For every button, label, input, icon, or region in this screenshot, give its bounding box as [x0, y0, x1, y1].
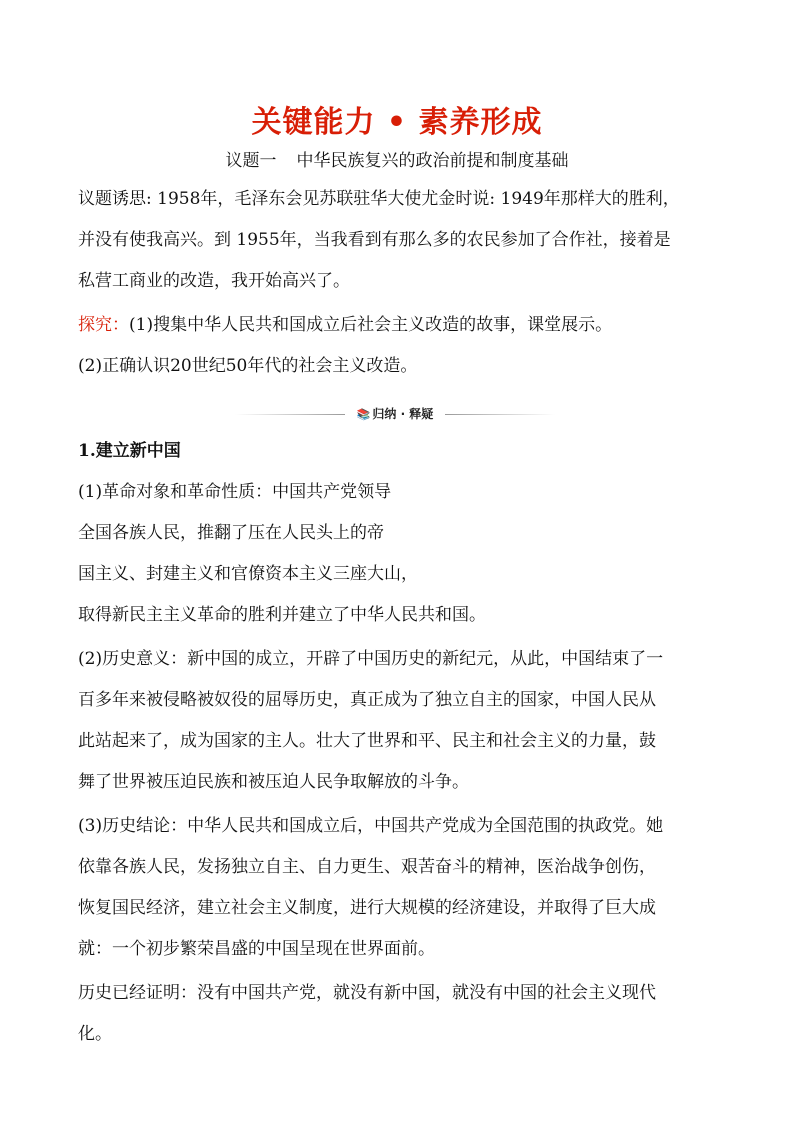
- body-line-3: 国主义、封建主义和官僚资本主义三座大山，: [78, 564, 418, 584]
- intro-line-3: 私营工商业的改造，我开始高兴了。: [78, 271, 350, 291]
- divider-label-text: 归纳 · 释疑: [372, 407, 434, 421]
- topic-title: 中华民族复兴的政治前提和制度基础: [296, 151, 569, 171]
- explore-item-1-text: (1)搜集中华人民共和国成立后社会主义改造的故事，课堂展示。: [129, 315, 613, 335]
- section-heading: 1.建立新中国: [78, 441, 181, 461]
- explore-item-2: (2)正确认识20世纪50年代的社会主义改造。: [78, 356, 418, 376]
- body-line-6: 百多年来被侵略被奴役的屈辱历史，真正成为了独立自主的国家，中国人民从: [78, 690, 656, 710]
- body-line-10: 依靠各族人民，发扬独立自主、自力更生、艰苦奋斗的精神，医治战争创伤，: [78, 857, 656, 877]
- page-title: 关键能力 • 素养形成: [251, 105, 543, 140]
- body-line-1: (1)革命对象和革命性质：中国共产党领导: [78, 482, 392, 502]
- body-line-5: (2)历史意义：新中国的成立，开辟了中国历史的新纪元，从此，中国结束了一: [78, 649, 664, 669]
- topic-number: 议题一: [225, 151, 277, 171]
- body-line-13: 历史已经证明：没有中国共产党，就没有新中国，就没有中国的社会主义现代: [78, 983, 656, 1003]
- section-divider: [235, 404, 555, 424]
- intro-line-2: 并没有使我高兴。到 1955年，当我看到有那么多的农民参加了合作社，接着是: [78, 230, 671, 250]
- intro-line-1: 议题诱思: 1958年，毛泽东会见苏联驻华大使尤金时说: 1949年那样大的胜利，: [78, 189, 680, 209]
- body-line-8: 舞了世界被压迫民族和被压迫人民争取解放的斗争。: [78, 772, 469, 792]
- body-line-14: 化。: [78, 1024, 112, 1044]
- divider-label: [345, 405, 445, 422]
- body-line-7: 此站起来了，成为国家的主人。壮大了世界和平、民主和社会主义的力量，鼓: [78, 731, 656, 751]
- explore-label: 探究：: [78, 315, 129, 335]
- body-line-4: 取得新民主主义革命的胜利并建立了中华人民共和国。: [78, 605, 486, 625]
- explore-item-1: [78, 314, 728, 336]
- book-icon: 📚: [356, 408, 371, 421]
- body-line-11: 恢复国民经济，建立社会主义制度，进行大规模的经济建设，并取得了巨大成: [78, 898, 656, 918]
- body-line-2: 全国各族人民，推翻了压在人民头上的帝: [78, 523, 384, 543]
- topic-subtitle: [0, 146, 794, 171]
- divider-rule-right: [445, 414, 555, 415]
- divider-rule-left: [235, 414, 345, 415]
- body-line-12: 就：一个初步繁荣昌盛的中国呈现在世界面前。: [78, 939, 435, 959]
- body-line-9: (3)历史结论：中华人民共和国成立后，中国共产党成为全国范围的执政党。她: [78, 816, 664, 836]
